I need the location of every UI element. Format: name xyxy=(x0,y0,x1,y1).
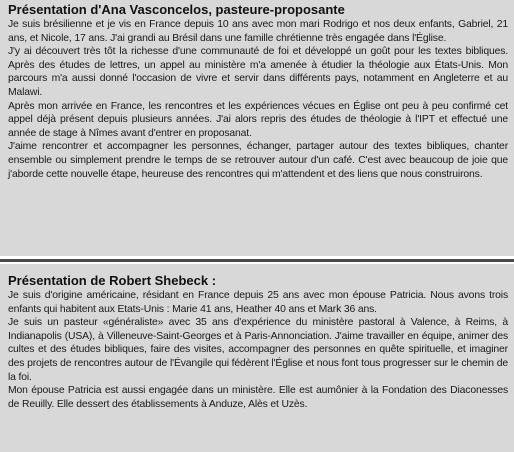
robert-presentation-title: Présentation de Robert Shebeck : xyxy=(8,273,217,288)
ana-presentation-title: Présentation d'Ana Vasconcelos, pasteure-proposante xyxy=(8,2,345,17)
ana-paragraph-ministry: J'aime rencontrer et accompagner les personnes, échanger, partager autour des textes bibliques, chanter ensemble ou simplement prendre le temps de se retrouver autour d'un café. C'est avec beaucoup de joie que j'aborde cette nouvelle étape, heureuse des rencontres qui m'attendent et des liens que nous construirons. xyxy=(8,141,508,180)
ana-paragraph-family: Je suis brésilienne et je vis en France depuis 10 ans avec mon mari Rodrigo et nos deux enfants, Gabriel, 21 ans, et Nicole, 17 ans. J'ai grandi au Brésil dans une famille chrétienne très engagée dans l'Église. xyxy=(8,19,508,44)
ana-paragraph-background: J'y ai découvert très tôt la richesse d'une communauté de foi et développé un goût pour les textes bibliques. Après des études de lettres, un appel au ministère m'a amenée à étudier la théologie aux États-Unis. Mon parcours m'a aussi donné l'occasion de vivre et servir dans différents pays, notamment en Angleterre et au Malawi. xyxy=(8,46,508,98)
section-divider xyxy=(0,259,514,262)
robert-paragraph-spouse: Mon épouse Patricia est aussi engagée dans un ministère. Elle est aumônier à la Fondation des Diaconesses de Reuilly. Elle dessert des établissements à Anduze, Alès et Uzès. xyxy=(8,385,508,410)
ana-paragraph-calling: Après mon arrivée en France, les rencontres et les expériences vécues en Église ont peu à peu confirmé cet appel déjà présent depuis plusieurs années. J'ai alors repris des études de théologie à l'IPT et effectué une année de stage à Nîmes avant d'entrer en proposanat. xyxy=(8,100,508,139)
robert-presentation-section xyxy=(0,264,514,452)
robert-paragraph-family: Je suis d'origine américaine, résidant en France depuis 25 ans avec mon épouse Patricia. Nous avons trois enfants qui habitent aux Etats-Unis : Marie 41 ans, Heather 40 ans et Mark 36 ans. xyxy=(8,290,508,315)
robert-paragraph-ministry: Je suis un pasteur «généraliste» avec 35 ans d'expérience du ministère pastoral à Valence, à Reims, à Indianapolis (USA), à Villeneuve-Saint-Georges et à Paris-Annonciation. J'aime travailler en équipe, animer des cultes et des études bibliques, faire des visites, accompagner des personnes en quête spirituelle, et imaginer des projets de rencontres autour de l'Évangile qui fédèrent l'Église et nous font tous progresser sur le chemin de la foi. xyxy=(8,317,508,383)
